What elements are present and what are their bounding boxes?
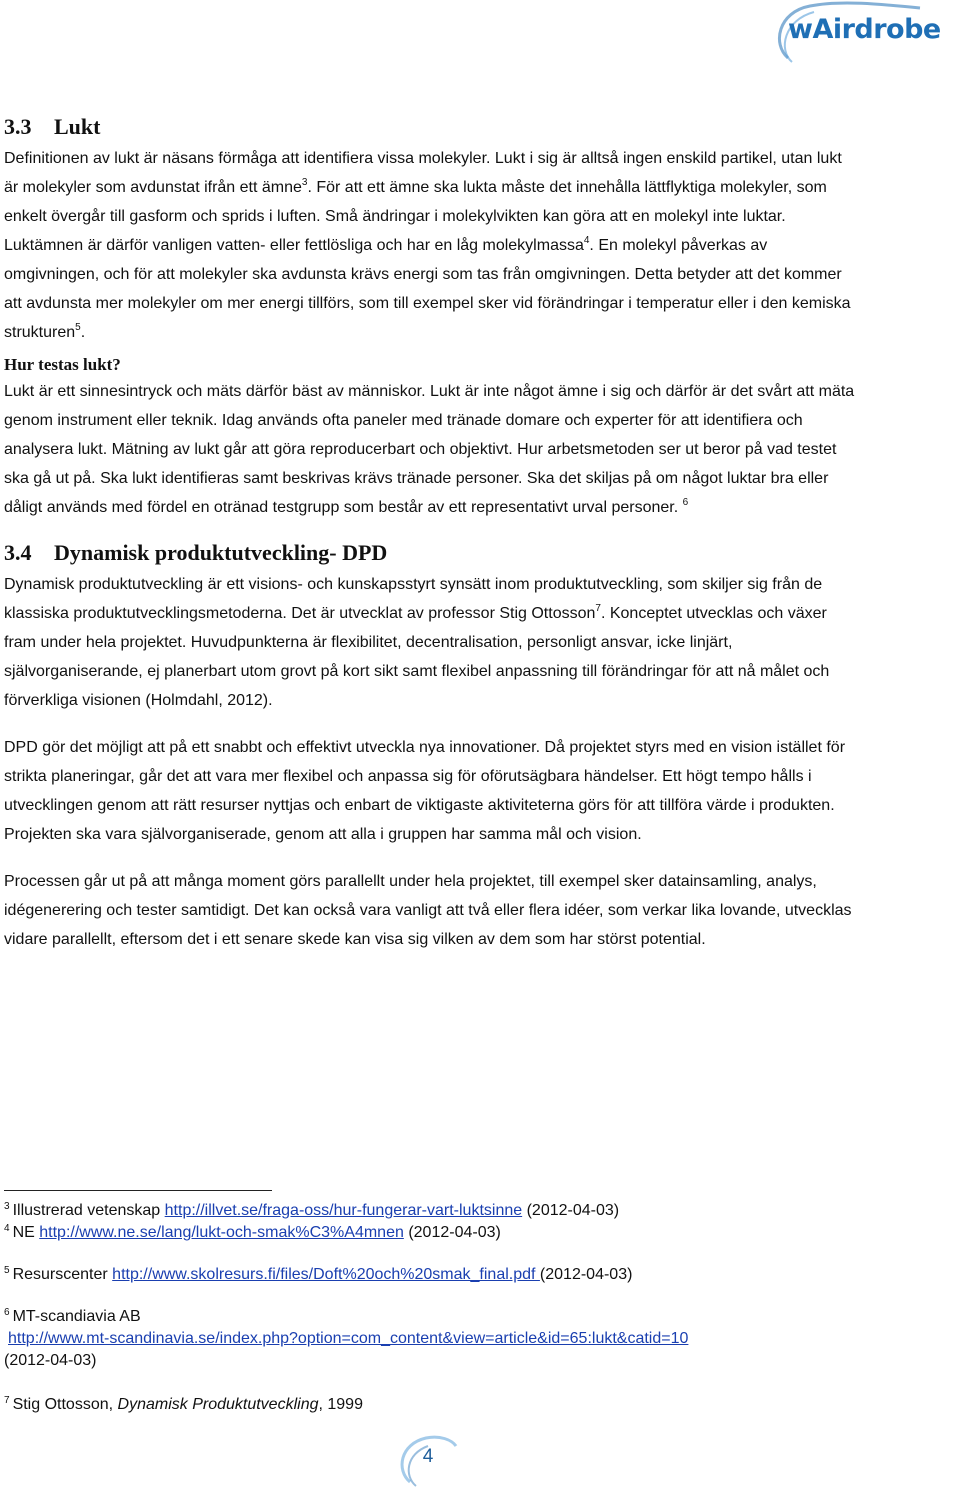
footnote-link[interactable]: http://www.ne.se/lang/lukt-och-smak%C3%A4mnen <box>39 1224 404 1241</box>
text-run: . En molekyl påverkas av omgivningen, och för att molekyler ska avdunsta krävs energi som tas från omgivningen. Detta betyder att det kommer att avdunsta mer molekyler om mer energi tillförs, som till exempel sker vid förändringar i temperatur eller i den kemiska strukturen <box>4 237 851 341</box>
footnote-source: Stig Ottosson, <box>12 1396 114 1413</box>
section-title: Dynamisk produktutveckling- DPD <box>54 540 388 565</box>
footnote-7 <box>4 1394 904 1416</box>
footnote-book-title: Dynamisk Produktutveckling <box>117 1396 319 1413</box>
footnote-number: 7 <box>4 1395 10 1406</box>
text-run: Dynamisk produktutveckling är ett visions- och kunskapsstyrt synsätt inom produktutveckling, som skiljer sig från de klassiska produktutvecklingsmetoderna. Det är utvecklat av professor Stig Ottosson <box>4 576 823 622</box>
footnote-number: 5 <box>4 1265 10 1276</box>
section-heading-3-3 <box>4 110 856 144</box>
paragraph-dpd-intro <box>4 570 856 715</box>
footnote-number: 6 <box>4 1307 10 1318</box>
footnote-source: Illustrerad vetenskap <box>12 1202 161 1219</box>
footnote-source: NE <box>12 1224 35 1241</box>
footnote-link[interactable]: http://www.mt-scandinavia.se/index.php?option=com_content&view=article&id=65:lukt&catid=10 <box>8 1330 689 1347</box>
footnote-date: (2012-04-03) <box>4 1352 97 1369</box>
paragraph-dpd-process: Processen går ut på att många moment görs parallellt under hela projektet, till exempel sker datainsamling, analys, idégenerering och tester samtidigt. Det kan också vara vanligt att två eller flera idéer, som verkar lika lovande, utvecklas vidare parallellt, eftersom det i ett senare skede kan visa sig vilken av dem som har störst potential. <box>4 873 852 948</box>
wairdrobe-logo <box>770 0 960 64</box>
text-run: Lukt är ett sinnesintryck och mäts därför bäst av människor. Lukt är inte något ämne i sig och därför är det svårt att mäta genom instrument eller teknik. Idag används ofta paneler med tränade domare och experter för att identifiera och analysera lukt. Mätning av lukt går att göra reproducerbart och objektivt. Hur arbetsmetoden ser ut beror på vad testet ska gå ut på. Ska lukt identifieras samt beskrivas krävs tränade personer. Ska det skiljas på om något luktar bra eller dåligt används med fördel en otränad testgrupp som består av ett representativt urval personer. <box>4 383 855 516</box>
footnote-separator <box>4 1190 272 1191</box>
page-number-badge <box>396 1432 460 1488</box>
footnote-source: Resurscenter <box>12 1266 108 1283</box>
footnote-number: 4 <box>4 1223 10 1234</box>
footnote-year: , 1999 <box>318 1396 363 1413</box>
text-run: . <box>80 324 86 341</box>
footnote-date: (2012-04-03) <box>408 1224 501 1241</box>
footnote-source: MT-scandiavia AB <box>12 1308 141 1325</box>
footnote-6-link-line <box>4 1328 904 1350</box>
footnote-date: (2012-04-03) <box>526 1202 620 1219</box>
paragraph-dpd-benefits: DPD gör det möjligt att på ett snabbt och effektivt utveckla nya innovationer. Då projektet styrs med en vision istället för strikta planeringar, går det att vara mer flexibel och anpassa sig för oförutsägbara händelser. Ett högt tempo hålls i utvecklingen genom att rätt resurser nyttjas och enbart de viktigaste aktiviteterna görs för att tillföra värde i produkten. Projekten ska vara självorganiserade, genom att alla i gruppen har samma mål och vision. <box>4 739 846 843</box>
footnote-ref-4[interactable]: 4 <box>583 235 590 246</box>
text-run: . För att ett ämne ska lukta måste det innehålla lättflyktiga molekyler, som enkelt övergår till gasform och sprids i luften. Små ändringar i molekylvikten kan göra att en molekyl inte luktar. Luktämnen är därför vanligen vatten- eller fettlösliga och har en låg molekylmassa <box>4 179 827 254</box>
paragraph-lukt-definition <box>4 144 856 347</box>
footnotes <box>4 1200 904 1416</box>
footnote-number: 3 <box>4 1201 10 1212</box>
footnote-link[interactable]: http://www.skolresurs.fi/files/Doft%20och%20smak_final.pdf <box>112 1266 540 1283</box>
footnote-ref-6[interactable]: 6 <box>682 497 689 508</box>
logo-text: wAirdrobe <box>788 14 941 45</box>
footnote-6-date-line <box>4 1350 904 1372</box>
footnote-date: (2012-04-03) <box>539 1266 633 1283</box>
footnote-4 <box>4 1222 904 1244</box>
footnote-ref-7[interactable]: 7 <box>595 603 601 614</box>
footnote-6 <box>4 1306 904 1328</box>
section-number: 3.3 <box>4 114 32 139</box>
section-heading-3-4 <box>4 536 856 570</box>
footnote-5 <box>4 1264 904 1286</box>
section-number: 3.4 <box>4 540 32 565</box>
footnote-ref-3[interactable]: 3 <box>301 177 308 188</box>
footnote-ref-5[interactable]: 5 <box>75 322 81 333</box>
subheading-hur-testas-lukt: Hur testas lukt? <box>4 355 121 374</box>
text-run: . Konceptet utvecklas och växer fram under hela projektet. Huvudpunkterna är flexibilitet, decentralisation, personligt ansvar, icke linjärt, självorganiserande, ej planerbart utom grovt på kort sikt samt flexibel anpassning till förändringar för att nå målet och förverkliga visionen (Holmdahl, 2012). <box>4 605 830 709</box>
section-title: Lukt <box>54 114 101 139</box>
paragraph-lukt-testing <box>4 377 856 522</box>
footnote-link[interactable]: http://illvet.se/fraga-oss/hur-fungerar-vart-luktsinne <box>164 1202 523 1219</box>
footnote-3 <box>4 1200 904 1222</box>
text-run: Definitionen av lukt är näsans förmåga att identifiera vissa molekyler. Lukt i sig är alltså ingen enskild partikel, utan lukt är molekyler som avdunstat ifrån ett ämne <box>4 150 842 196</box>
page-number: 4 <box>422 1446 434 1467</box>
document-body <box>4 110 856 954</box>
